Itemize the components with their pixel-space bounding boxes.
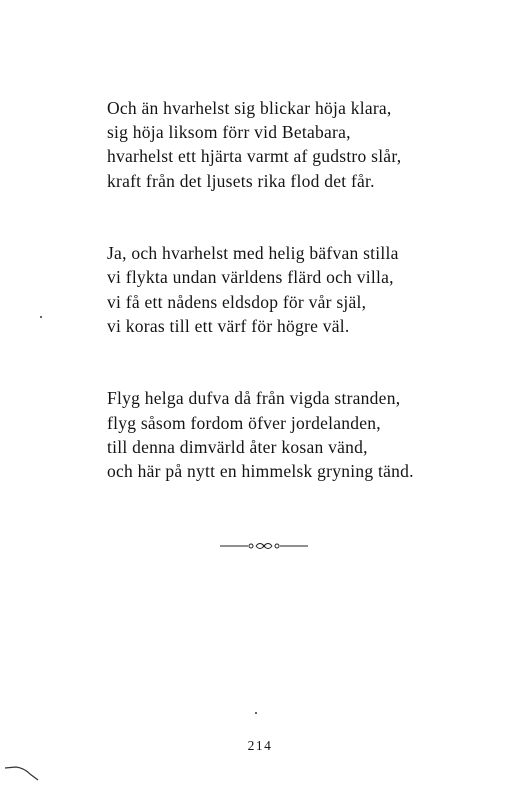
ink-speck <box>40 316 42 318</box>
poem <box>107 96 487 483</box>
poem-line: hvarhelst ett hjärta varmt af gudstro slår, <box>107 146 402 167</box>
stanza-3 <box>107 386 487 483</box>
scan-mark-icon <box>4 760 40 782</box>
poem-line: kraft från det ljusets rika flod det får. <box>107 170 375 191</box>
decorative-rule-ornament-icon <box>218 538 310 554</box>
stanza-2 <box>107 241 487 338</box>
poem-line: Ja, och hvarhelst med helig bäfvan stilla <box>107 243 399 264</box>
stanza-1 <box>107 96 487 193</box>
page-number: 214 <box>247 738 273 753</box>
poem-line: till denna dimvärld åter kosan vänd, <box>107 436 368 457</box>
poem-line: sig höja liksom förr vid Betabara, <box>107 122 351 143</box>
ink-speck <box>255 712 257 714</box>
poem-line: Och än hvarhelst sig blickar höja klara, <box>107 98 392 118</box>
poem-line: vi koras till ett värf för högre väl. <box>107 315 350 336</box>
poem-line: flyg såsom fordom öfver jordelanden, <box>107 412 381 433</box>
poem-line: vi få ett nådens eldsdop för vår själ, <box>107 291 367 312</box>
poem-line: och här på nytt en himmelsk gryning tänd. <box>107 461 414 482</box>
poem-line: vi flykta undan världens flärd och villa, <box>107 267 394 288</box>
poem-line: Flyg helga dufva då från vigda stranden, <box>107 388 401 409</box>
